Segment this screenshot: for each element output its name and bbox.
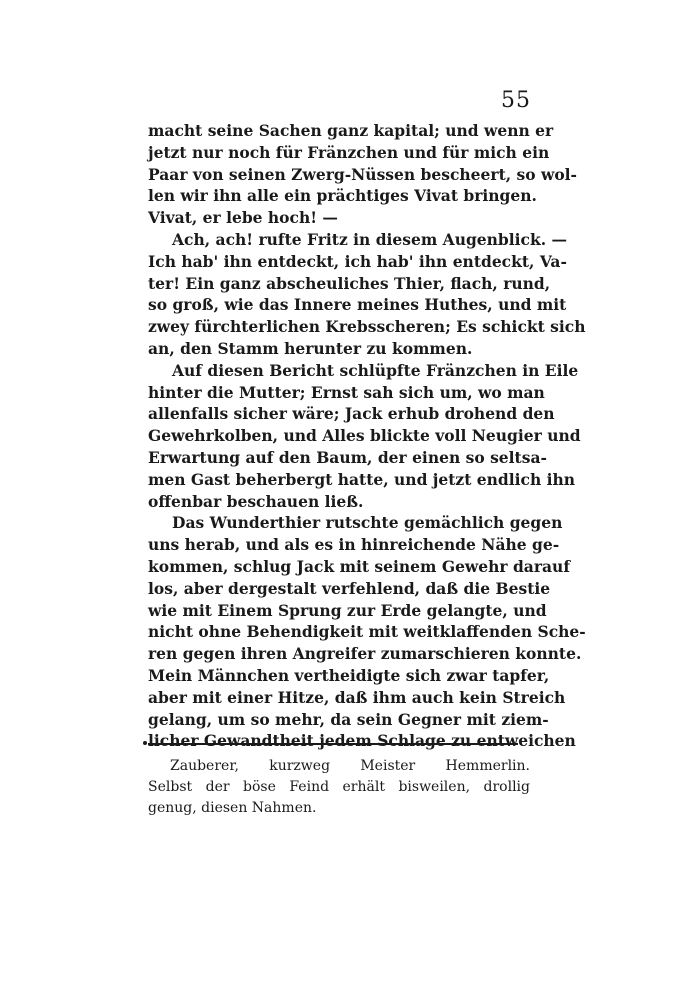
footnote-rule: [148, 743, 518, 745]
page-number: 55: [501, 88, 531, 113]
text-line: Paar von seinen Zwerg-Nüssen bescheert, so wol-: [148, 164, 577, 184]
text-line: kommen, schlug Jack mit seinem Gewehr darauf: [148, 556, 570, 576]
text-line: Vivat, er lebe hoch! —: [148, 208, 338, 228]
footnote-line: Selbst der böse Feind erhält bisweilen, drollig: [148, 779, 530, 795]
text-line: so groß, wie das Innere meines Huthes, und mit: [148, 295, 567, 315]
body-text: [148, 120, 586, 752]
text-line: aber mit einer Hitze, daß ihm auch kein Streich: [148, 687, 566, 707]
text-line: len wir ihn alle ein prächtiges Vivat bringen.: [148, 186, 537, 206]
text-line: wie mit Einem Sprung zur Erde gelangte, und: [148, 600, 547, 620]
text-line: Ach, ach! rufte Fritz in diesem Augenblick. —: [172, 229, 568, 249]
footnote-line: Zauberer, kurzweg Meister Hemmerlin.: [170, 758, 530, 774]
text-line: uns herab, und als es in hinreichende Nähe ge-: [148, 535, 560, 555]
text-line: Mein Männchen vertheidigte sich zwar tapfer,: [148, 665, 550, 685]
text-line: jetzt nur noch für Fränzchen und für mich ein: [148, 142, 550, 162]
text-line: Das Wunderthier rutschte gemächlich gegen: [172, 513, 563, 533]
text-line: ter! Ein ganz abscheuliches Thier, flach, rund,: [148, 273, 551, 293]
footnote: [148, 756, 530, 819]
text-line: zwey fürchterlichen Krebsscheren; Es schickt sich: [148, 317, 586, 337]
text-line: Erwartung auf den Baum, der einen so seltsa-: [148, 447, 547, 467]
footnote-rule-dot: [143, 741, 147, 745]
text-line: nicht ohne Behendigkeit mit weitklaffenden Sche-: [148, 622, 586, 642]
text-line: macht seine Sachen ganz kapital; und wenn er: [148, 121, 554, 140]
text-line: offenbar beschauen ließ.: [148, 491, 364, 511]
text-line: hinter die Mutter; Ernst sah sich um, wo man: [148, 382, 545, 402]
text-line: ren gegen ihren Angreifer zumarschieren konnte.: [148, 644, 582, 664]
text-line: men Gast beherbergt hatte, und jetzt endlich ihn: [148, 469, 576, 489]
text-line: los, aber dergestalt verfehlend, daß die Bestie: [148, 578, 551, 598]
text-line: Ich hab' ihn entdeckt, ich hab' ihn entdeckt, Va-: [148, 251, 567, 271]
text-line: allenfalls sicher wäre; Jack erhub drohend den: [148, 404, 555, 424]
text-line: gelang, um so mehr, da sein Gegner mit ziem-: [148, 709, 549, 729]
text-line: Auf diesen Bericht schlüpfte Fränzchen in Eile: [172, 360, 579, 380]
footnote-line: genug, diesen Nahmen.: [148, 800, 317, 816]
text-line: licher Gewandtheit jedem Schlage zu entweichen: [148, 731, 576, 751]
text-line: Gewehrkolben, und Alles blickte voll Neugier und: [148, 426, 581, 446]
text-line: an, den Stamm herunter zu kommen.: [148, 338, 473, 358]
